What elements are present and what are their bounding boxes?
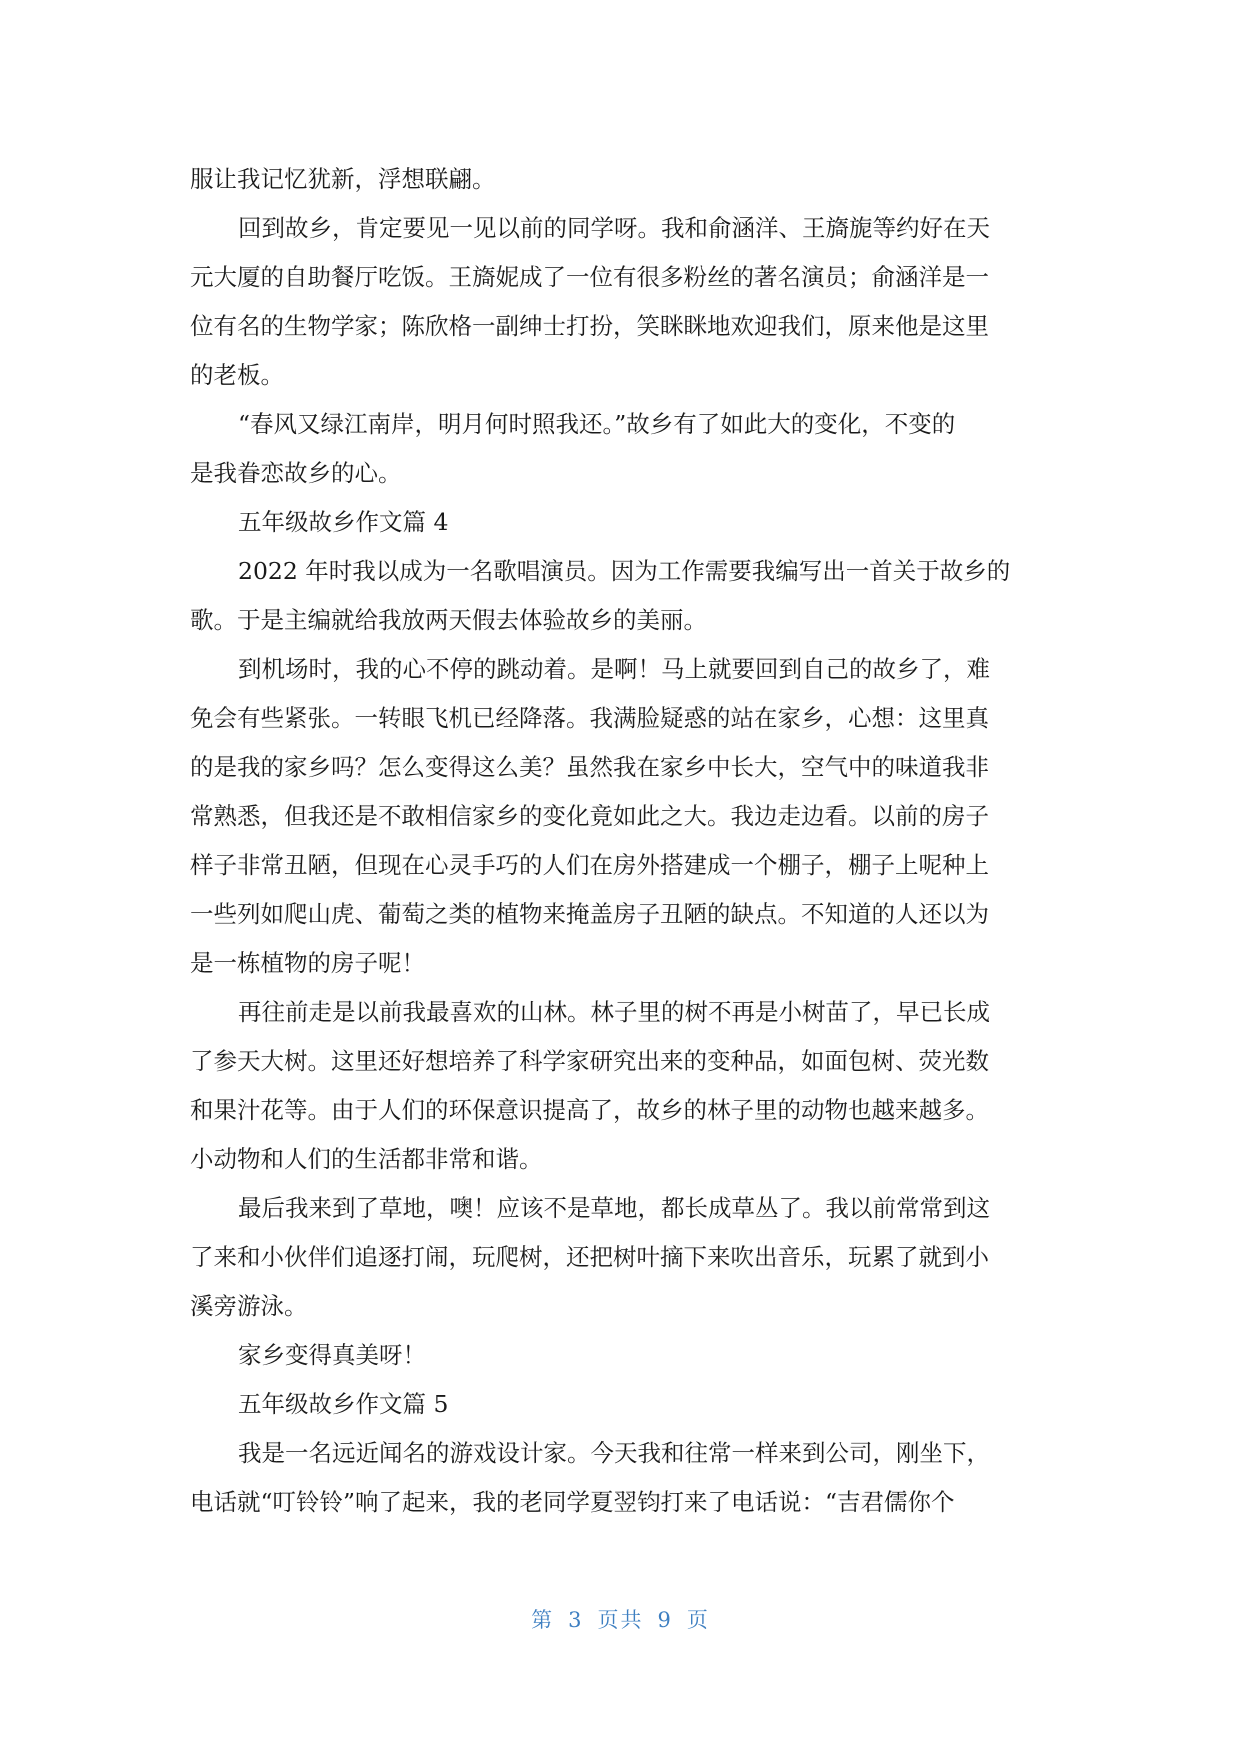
text-line: 的是我的家乡吗？怎么变得这么美？虽然我在家乡中长大，空气中的味道我非 [190,753,989,781]
text-line: 免会有些紧张。一转眼飞机已经降落。我满脸疑惑的站在家乡，心想：这里真 [190,704,989,732]
text-line: 常熟悉，但我还是不敢相信家乡的变化竟如此之大。我边走边看。以前的房子 [190,802,989,830]
text-line: 样子非常丑陋，但现在心灵手巧的人们在房外搭建成一个棚子，棚子上呢种上 [190,851,989,879]
footer-total-pages: 9 [657,1608,673,1632]
text-line: 再往前走是以前我最喜欢的山林。林子里的树不再是小树苗了，早已长成 [238,998,990,1026]
page-footer [0,1604,1241,1634]
text-line: 服让我记忆犹新，浮想联翩。 [190,165,496,193]
text-line: 最后我来到了草地，噢！应该不是草地，都长成草丛了。我以前常常到这 [238,1194,990,1222]
text-line: 元大厦的自助餐厅吃饭。王旖妮成了一位有很多粉丝的著名演员；俞涵洋是一 [190,263,989,291]
text-line: 的老板。 [190,361,284,389]
text-line: 家乡变得真美呀！ [238,1341,426,1369]
text-line: 五年级故乡作文篇 5 [238,1390,449,1418]
text-line: 了参天大树。这里还好想培养了科学家研究出来的变种品，如面包树、荧光数 [190,1047,989,1075]
text-line: 小动物和人们的生活都非常和谐。 [190,1145,543,1173]
text-line: “春风又绿江南岸，明月何时照我还。”故乡有了如此大的变化，不变的 [238,410,956,438]
text-line: 一些列如爬山虎、葡萄之类的植物来掩盖房子丑陋的缺点。不知道的人还以为 [190,900,989,928]
text-line: 回到故乡，肯定要见一见以前的同学呀。我和俞涵洋、王旖旎等约好在天 [238,214,990,242]
text-line: 电话就“叮铃铃”响了起来，我的老同学夏翌钧打来了电话说：“吉君儒你个 [190,1488,955,1516]
footer-middle: 页共 [597,1608,644,1632]
text-line: 了来和小伙伴们追逐打闹，玩爬树，还把树叶摘下来吹出音乐，玩累了就到小 [190,1243,989,1271]
text-line: 是一栋植物的房子呢！ [190,949,425,977]
text-line: 和果汁花等。由于人们的环保意识提高了，故乡的林子里的动物也越来越多。 [190,1096,989,1124]
text-line: 五年级故乡作文篇 4 [238,508,449,536]
text-line: 是我眷恋故乡的心。 [190,459,402,487]
footer-suffix: 页 [686,1608,710,1632]
footer-page-number: 3 [568,1608,584,1632]
footer-prefix: 第 [531,1608,555,1632]
document-body [190,155,1047,1527]
text-line: 到机场时，我的心不停的跳动着。是啊！马上就要回到自己的故乡了，难 [238,655,990,683]
text-line: 溪旁游泳。 [190,1292,308,1320]
text-line: 我是一名远近闻名的游戏设计家。今天我和往常一样来到公司，刚坐下， [238,1439,990,1467]
text-line: 位有名的生物学家；陈欣格一副绅士打扮，笑眯眯地欢迎我们，原来他是这里 [190,312,989,340]
text-line: 2022 年时我以成为一名歌唱演员。因为工作需要我编写出一首关于故乡的 [238,557,1011,585]
text-line: 歌。于是主编就给我放两天假去体验故乡的美丽。 [190,606,707,634]
